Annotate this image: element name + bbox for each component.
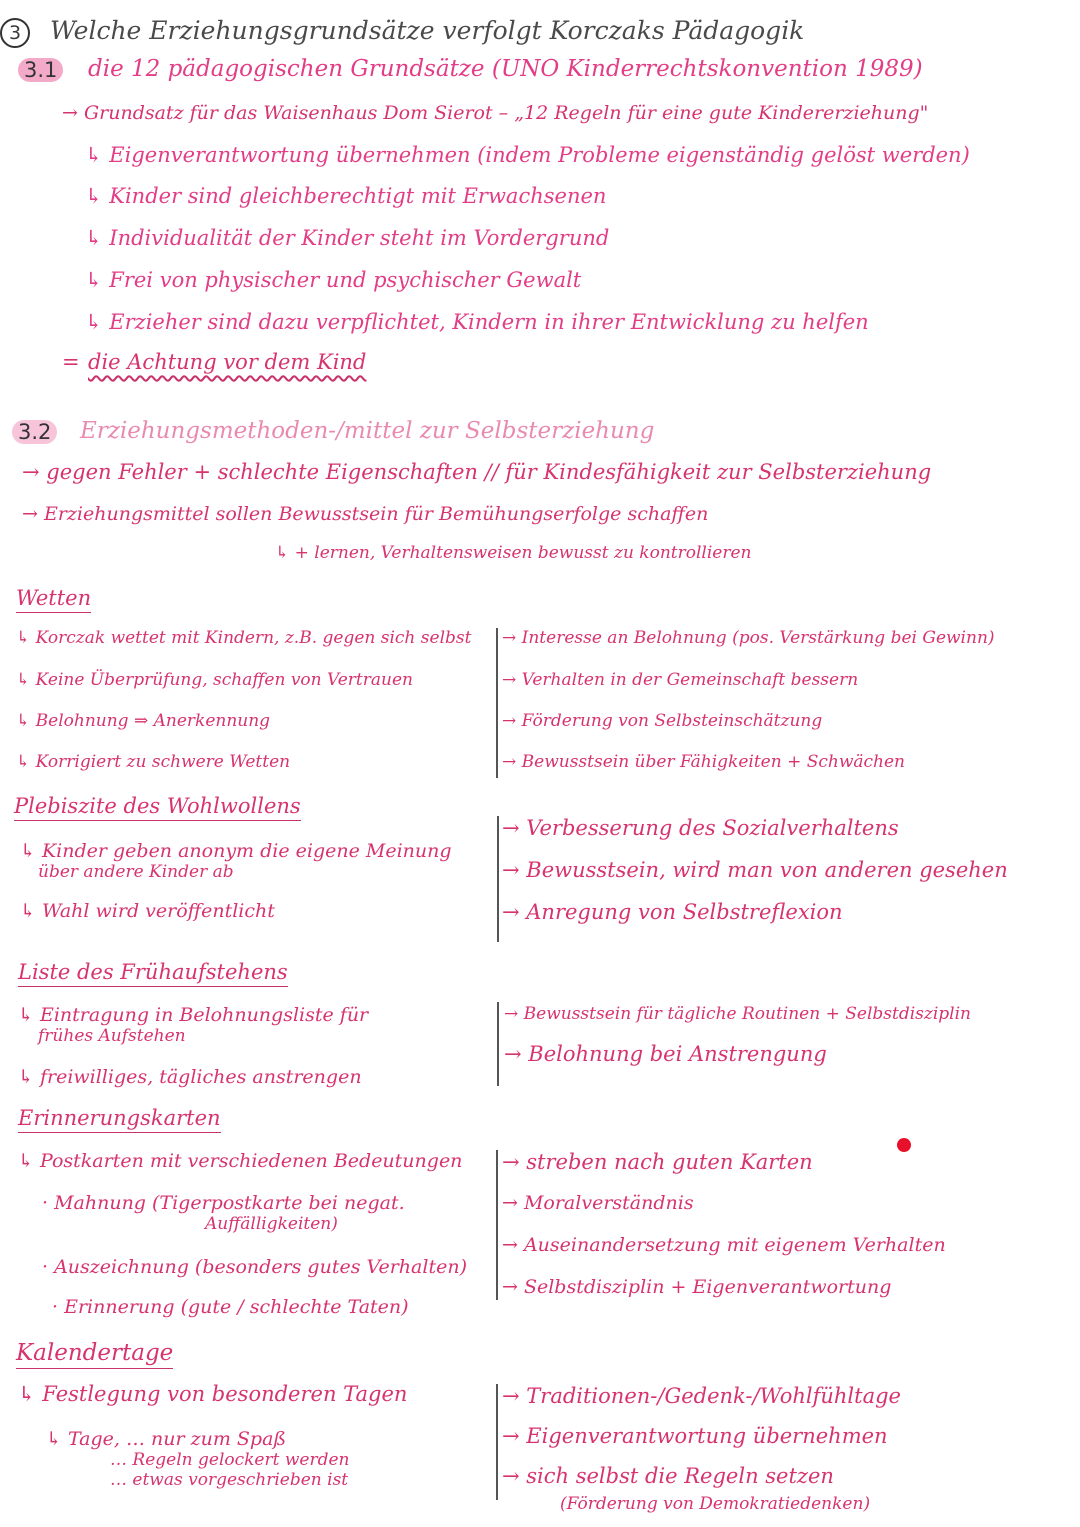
wetten-left-1: ↳ Korczak wettet mit Kindern, z.B. gegen sich selbst [16,628,472,648]
section-3-1-heading: die 12 pädagogischen Grundsätze (UNO Kinderrechtskonvention 1989) [88,56,923,82]
kalender-right-3: → sich selbst die Regeln setzen [502,1464,834,1488]
karten-divider [496,1150,498,1300]
liste-right-2: → Belohnung bei Anstrengung [504,1042,827,1066]
principle-4: ↳ Frei von physischer und psychischer Gewalt [85,268,582,292]
wetten-right-3: → Förderung von Selbsteinschätzung [502,711,823,731]
wetten-right-4: → Bewusstsein über Fähigkeiten + Schwächen [502,752,905,772]
section-3-1-badge: 3.1 [18,58,63,82]
section-3-2-badge: 3.2 [12,420,57,444]
karten-bullet-2: · Auszeichnung (besonders gutes Verhalten) [42,1256,467,1278]
kalender-left-4: … etwas vorgeschrieben ist [110,1470,349,1490]
wetten-left-2: ↳ Keine Überprüfung, schaffen von Vertrauen [16,670,413,690]
section-3-2-line-3: ↳ + lernen, Verhaltensweisen bewusst zu kontrollieren [275,543,752,563]
kalender-heading: Kalendertage [16,1340,173,1369]
section-3-2-heading: Erziehungsmethoden-/mittel zur Selbsterziehung [80,418,655,444]
kalender-right-1: → Traditionen-/Gedenk-/Wohlfühltage [502,1384,901,1408]
principle-2: ↳ Kinder sind gleichberechtigt mit Erwachsenen [85,184,607,208]
principle-1: ↳ Eigenverantwortung übernehmen (indem Probleme eigenständig gelöst werden) [85,143,970,167]
karten-bullet-1a: · Mahnung (Tigerpostkarte bei negat. [42,1192,405,1214]
principle-3: ↳ Individualität der Kinder steht im Vordergrund [85,226,610,250]
liste-left-1a: ↳ Eintragung in Belohnungsliste für [18,1004,369,1026]
karten-right-4: → Selbstdisziplin + Eigenverantwortung [502,1276,892,1298]
liste-divider [497,1002,499,1086]
wetten-left-3: ↳ Belohnung ⇒ Anerkennung [16,711,271,731]
karten-bullet-1b: Auffälligkeiten) [205,1214,338,1234]
kalender-left-1: ↳ Festlegung von besonderen Tagen [18,1382,408,1406]
karten-right-3: → Auseinandersetzung mit eigenem Verhalten [502,1234,946,1256]
plebiszite-right-2: → Bewusstsein, wird man von anderen gesehen [502,858,1008,882]
plebiszite-left-2: ↳ Wahl wird veröffentlicht [20,900,275,922]
karten-right-2: → Moralverständnis [502,1192,694,1214]
wetten-right-1: → Interesse an Belohnung (pos. Verstärkung bei Gewinn) [502,628,995,648]
liste-right-1: → Bewusstsein für tägliche Routinen + Selbstdisziplin [504,1004,971,1024]
section-number-circle: 3 [0,18,30,48]
liste-left-1b: frühes Aufstehen [38,1026,186,1046]
karten-heading: Erinnerungskarten [18,1106,221,1133]
plebiszite-left-1b: über andere Kinder ab [38,862,234,882]
karten-right-1: → streben nach guten Karten [502,1150,813,1174]
conclusion-equals: = [62,350,80,374]
section-3-2-line-2: → Erziehungsmittel sollen Bewusstsein für Bemühungserfolge schaffen [22,503,709,525]
principle-5: ↳ Erzieher sind dazu verpflichtet, Kindern in ihrer Entwicklung zu helfen [85,310,869,334]
liste-left-2: ↳ freiwilliges, tägliches anstrengen [18,1066,362,1088]
karten-bullet-3: · Erinnerung (gute / schlechte Taten) [52,1296,409,1318]
kalender-right-2: → Eigenverantwortung übernehmen [502,1424,888,1448]
wetten-divider [496,628,498,778]
red-marker-dot [897,1138,911,1152]
kalender-left-3: … Regeln gelockert werden [110,1450,350,1470]
kalender-right-sub: (Förderung von Demokratiedenken) [560,1494,871,1514]
page-title: Welche Erziehungsgrundsätze verfolgt Korczaks Pädagogik [50,16,805,45]
kalender-left-2: ↳ Tage, … nur zum Spaß [46,1428,287,1450]
plebiszite-right-3: → Anregung von Selbstreflexion [502,900,843,924]
plebiszite-divider [497,816,499,942]
karten-left-1: ↳ Postkarten mit verschiedenen Bedeutungen [18,1150,463,1172]
wetten-heading: Wetten [16,586,91,613]
section-3-2-line-1: → gegen Fehler + schlechte Eigenschaften // für Kindesfähigkeit zur Selbsterziehung [22,460,932,484]
liste-heading: Liste des Frühaufstehens [18,960,288,987]
wetten-right-2: → Verhalten in der Gemeinschaft bessern [502,670,859,690]
wetten-left-4: ↳ Korrigiert zu schwere Wetten [16,752,291,772]
section-3-1-intro: → Grundsatz für das Waisenhaus Dom Sierot – „12 Regeln für eine gute Kindererziehung" [62,102,929,124]
conclusion-text: die Achtung vor dem Kind [88,350,367,374]
plebiszite-left-1a: ↳ Kinder geben anonym die eigene Meinung [20,840,452,862]
plebiszite-heading: Plebiszite des Wohlwollens [14,794,301,821]
kalender-divider [496,1384,498,1500]
plebiszite-right-1: → Verbesserung des Sozialverhaltens [502,816,899,840]
